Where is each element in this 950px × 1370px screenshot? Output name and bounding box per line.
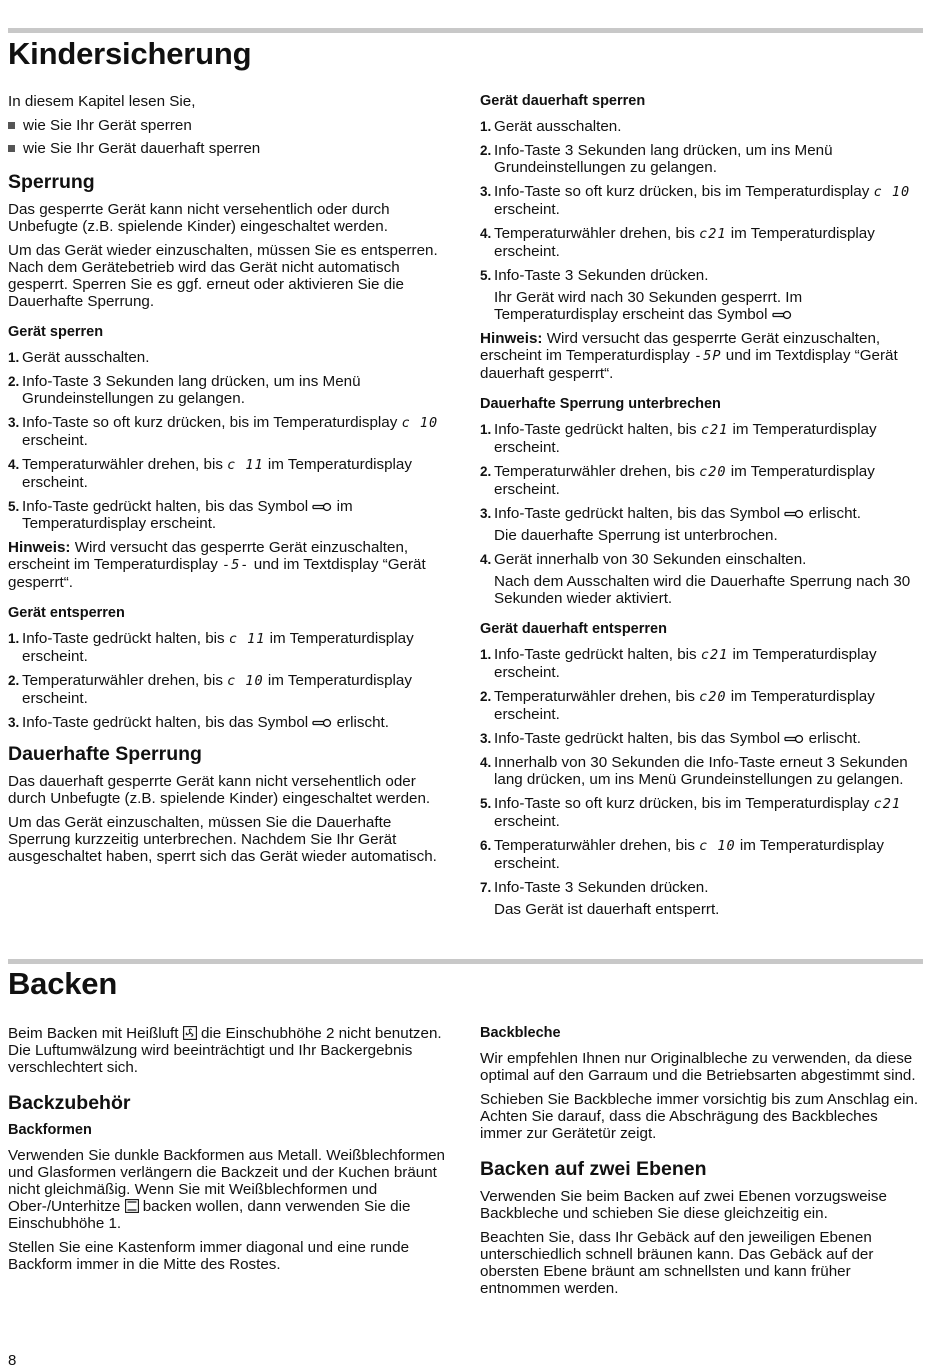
display-code: c21 [699,226,727,242]
step: 3. Info-Taste so oft kurz drücken, bis im Temperaturdisplay c 10 erscheint. [8,414,439,449]
paragraph: Das dauerhaft gesperrte Gerät kann nicht versehentlich oder durch Unbefugte (z.B. spielende Kinder) eingeschaltet werden. [8,773,431,807]
step-note: Nach dem Ausschalten wird die Dauerhafte Sperrung nach 30 Sekunden wieder aktiviert. [494,573,911,607]
bullet-item: wie Sie Ihr Gerät dauerhaft sperren [8,140,456,157]
step: 2. Temperaturwähler drehen, bis c20 im Temperaturdisplay erscheint. [480,688,875,723]
steps-unterbrechen-cont [480,551,925,568]
step: 5. Info-Taste 3 Sekunden drücken. [480,267,709,284]
paragraph: Stellen Sie eine Kastenform immer diagonal und eine runde Backform immer in die Mitte des Rostes. [8,1239,410,1273]
step: 1. Info-Taste gedrückt halten, bis c21 im Temperaturdisplay erscheint. [480,646,877,681]
steps-unterbrechen [480,421,925,522]
paragraph: Verwenden Sie beim Backen auf zwei Ebenen vorzugsweise Backbleche und schieben Sie diese gleichzeitig ein. [480,1188,887,1222]
intro-text: In diesem Kapitel lesen Sie, [8,93,196,110]
key-lock-icon [784,734,804,744]
display-code: c21 [700,647,729,663]
intro-text: Beim Backen mit Heißluft die Einschubhöhe 2 nicht benutzen. Die Luftumwälzung wird beeinträchtigt und Ihr Backergebnis verschlechtert sich. [8,1025,442,1076]
paragraph: Verwenden Sie dunkle Backformen aus Metall. Weißblechformen und Glasformen verlängern die Backzeit und der Kuchen bräunt nicht gleichmäßig. Wenn Sie mit Weißblechformen und Ober-/Unterhitze backen wollen, dann verwenden Sie die Einschubhöhe 1. [8,1147,446,1232]
step: 2. Info-Taste 3 Sekunden lang drücken, um ins Menü Grundeinstellungen zu gelangen. [480,142,833,176]
display-code: c 11 [227,457,264,473]
step: 4. Gerät innerhalb von 30 Sekunden einschalten. [480,551,807,568]
key-lock-icon [772,310,792,320]
display-code: c20 [699,464,727,480]
step-note: Das Gerät ist dauerhaft entsperrt. [494,901,720,918]
step: 1. Gerät ausschalten. [8,349,150,366]
display-code: c 11 [228,631,266,647]
steps-dauerhaft-entsperren [480,646,925,896]
heading-geraet-entsperren: Gerät entsperren [8,605,125,621]
hinweis-note: Hinweis: Wird versucht das gesperrte Gerät einzuschalten, erscheint im Temperaturdisplay -5- und im Textdisplay “Gerät gesperrt“. [8,539,426,591]
heading-dauerhafte-sperrung: Dauerhafte Sperrung [8,743,202,765]
step: 4. Temperaturwähler drehen, bis c 11 im Temperaturdisplay erscheint. [8,456,412,491]
step: 1. Info-Taste gedrückt halten, bis c 11 im Temperaturdisplay erscheint. [8,630,414,665]
key-lock-icon [312,502,332,512]
key-lock-icon [312,718,332,728]
paragraph: Das gesperrte Gerät kann nicht versehentlich oder durch Unbefugte (z.B. spielende Kinder) eingeschaltet werden. [8,201,390,235]
section-rule-backen [8,959,923,964]
paragraph: Beachten Sie, dass Ihr Gebäck auf den jeweiligen Ebenen unterschiedlich schnell bräunen kann. Das Gebäck auf der obersten Ebene bräunt am schnellsten und kann früher entnommen werden. [480,1229,874,1297]
steps-geraet-sperren [8,349,456,532]
key-lock-icon [784,509,804,519]
step: 6. Temperaturwähler drehen, bis c 10 im Temperaturdisplay erscheint. [480,837,884,872]
section-title-backen: Backen [8,966,118,1001]
step: 4. Temperaturwähler drehen, bis c21 im Temperaturdisplay erscheint. [480,225,875,260]
heading-geraet-sperren: Gerät sperren [8,324,104,340]
paragraph: Schieben Sie Backbleche immer vorsichtig bis zum Anschlag ein. Achten Sie darauf, dass die Abschrägung des Backbleches immer zur Gerätetür zeigt. [480,1091,919,1142]
step: 4. Innerhalb von 30 Sekunden die Info-Taste erneut 3 Sekunden lang drücken, um ins Menü Grundeinstellungen zu gelangen. [480,754,908,788]
bullet-square-icon [8,122,15,129]
display-code: c 10 [401,415,439,431]
display-code: -5- [222,557,250,573]
display-code: -5P [694,348,722,364]
display-code: c 10 [699,838,736,854]
step: 2. Info-Taste 3 Sekunden lang drücken, um ins Menü Grundeinstellungen zu gelangen. [8,373,361,407]
paragraph: Wir empfehlen Ihnen nur Originalbleche zu verwenden, da diese optimal auf den Garraum und die Betriebsarten abgestimmt sind. [480,1050,916,1084]
right-column-2 [480,1025,920,1304]
paragraph: Um das Gerät einzuschalten, müssen Sie die Dauerhafte Sperrung kurzzeitig unterbrechen. Nachdem Sie Ihr Gerät ausgeschaltet haben, sperrt sich das Gerät wieder automatisch. [8,814,437,865]
display-code: c21 [700,422,729,438]
step: 2. Temperaturwähler drehen, bis c20 im Temperaturdisplay erscheint. [480,463,875,498]
display-code: c 10 [873,184,911,200]
page-number: 8 [8,1352,17,1369]
display-code: c21 [873,796,901,812]
left-column-1 [8,93,456,872]
step: 3. Info-Taste gedrückt halten, bis das Symbol erlischt. [480,730,861,747]
display-code: c20 [699,689,727,705]
step: 3. Info-Taste gedrückt halten, bis das Symbol erlischt. [480,505,861,522]
heading-backformen: Backformen [8,1122,92,1138]
step: 5. Info-Taste gedrückt halten, bis das Symbol im Temperaturdisplay erscheint. [8,498,353,532]
step: 5. Info-Taste so oft kurz drücken, bis im Temperaturdisplay c21 erscheint. [480,795,901,830]
step: 1. Gerät ausschalten. [480,118,622,135]
section-title-kindersicherung: Kindersicherung [8,36,252,71]
hot-air-fan-icon [183,1026,197,1040]
paragraph: Um das Gerät wieder einzuschalten, müssen Sie es entsperren. Nach dem Gerätebetrieb wird das Gerät nicht automatisch gesperrt. Sperren Sie es ggf. erneut oder aktivieren Sie die Dauerhafte Sperrung. [8,242,438,310]
bullet-square-icon [8,145,15,152]
step: 1. Info-Taste gedrückt halten, bis c21 im Temperaturdisplay erscheint. [480,421,877,456]
step: 3. Info-Taste so oft kurz drücken, bis im Temperaturdisplay c 10 erscheint. [480,183,911,218]
section-rule-top [8,28,923,33]
top-bottom-heat-icon [125,1199,139,1213]
step: 3. Info-Taste gedrückt halten, bis das Symbol erlischt. [8,714,389,731]
steps-geraet-entsperren [8,630,456,731]
steps-dauerhaft-sperren [480,118,925,284]
step: 2. Temperaturwähler drehen, bis c 10 im Temperaturdisplay erscheint. [8,672,412,707]
left-column-2 [8,1025,456,1280]
step-note: Ihr Gerät wird nach 30 Sekunden gesperrt. Im Temperaturdisplay erscheint das Symbol [494,289,803,323]
display-code: c 10 [227,673,264,689]
right-column-1 [480,93,925,925]
heading-backbleche: Backbleche [480,1025,561,1041]
heading-backzubehoer: Backzubehör [8,1092,131,1114]
hinweis-note: Hinweis: Wird versucht das gesperrte Gerät einzuschalten, erscheint im Temperaturdisplay -5P und im Textdisplay “Gerät dauerhaft gesperrt“. [480,330,898,382]
heading-zwei-ebenen: Backen auf zwei Ebenen [480,1158,707,1180]
heading-sperrung: Sperrung [8,171,95,193]
step-note: Die dauerhafte Sperrung ist unterbrochen. [494,527,778,544]
heading-unterbrechen: Dauerhafte Sperrung unterbrechen [480,396,721,412]
step: 7. Info-Taste 3 Sekunden drücken. [480,879,709,896]
bullet-item: wie Sie Ihr Gerät sperren [8,117,456,134]
heading-dauerhaft-entsperren: Gerät dauerhaft entsperren [480,621,667,637]
heading-dauerhaft-sperren: Gerät dauerhaft sperren [480,93,646,109]
